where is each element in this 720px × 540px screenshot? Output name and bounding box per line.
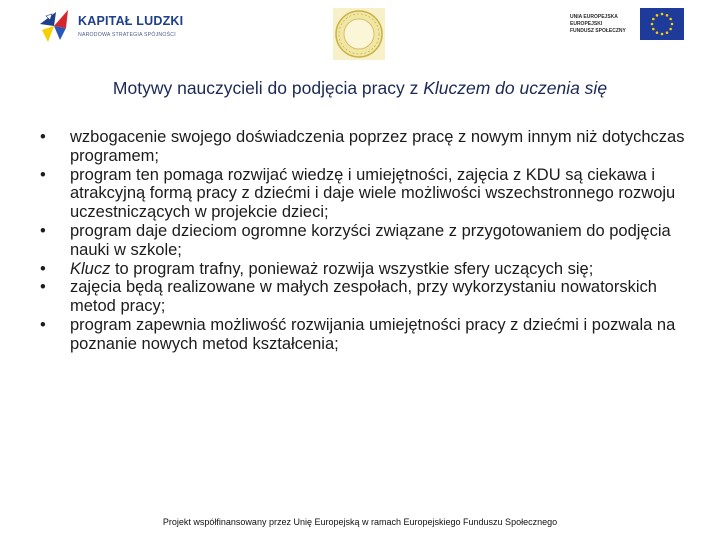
eu-text-line-2: EUROPEJSKI	[570, 21, 603, 27]
list-item	[40, 222, 690, 260]
bullet-icon: •	[40, 221, 46, 240]
eu-star-icon	[652, 18, 655, 21]
eu-text-line-1: UNIA EUROPEJSKA	[570, 14, 618, 20]
list-item	[40, 316, 690, 354]
kapital-ludzki-title: KAPITAŁ LUDZKI	[78, 14, 184, 28]
motives-list	[40, 128, 690, 354]
kapital-ludzki-subtitle: NARODOWA STRATEGIA SPÓJNOŚCI	[78, 32, 176, 38]
bullet-text: program zapewnia możliwość rozwijania umiejętności pracy z dziećmi i pozwala na poznanie nowych metod kształcenia;	[70, 315, 676, 353]
bullet-icon: •	[40, 259, 46, 278]
slide-title-italic: Kluczem do uczenia się	[423, 78, 608, 98]
eu-star-icon	[671, 23, 674, 26]
bullet-icon: •	[40, 165, 46, 184]
eu-logo-block	[568, 8, 688, 44]
kapital-ludzki-emblem-icon	[38, 4, 76, 44]
eu-star-icon	[666, 31, 669, 34]
eu-logo-text	[570, 14, 636, 35]
bullet-text: to program trafny, ponieważ rozwija wszystkie sfery uczących się;	[110, 259, 594, 278]
eu-star-icon	[661, 33, 664, 36]
project-seal-logo	[333, 8, 385, 60]
bullet-text: program ten pomaga rozwijać wiedzę i umiejętności, zajęcia z KDU są ciekawa i atrakcyjną formą pracy z dziećmi i daje wiele możliwości wszechstronnego rozwoju uczestniczących w projekcie dzieci;	[70, 165, 676, 222]
footer-text: Projekt współfinansowany przez Unię Europejską w ramach Europejskiego Funduszu Społecznego	[162, 517, 558, 527]
eu-star-icon	[656, 31, 659, 34]
eu-star-icon	[652, 28, 655, 31]
list-item	[40, 278, 690, 316]
kapital-ludzki-logo	[38, 4, 188, 46]
slide-title-prefix: Motywy nauczycieli do podjęcia pracy z	[112, 78, 424, 98]
list-item	[40, 260, 690, 279]
eu-star-icon	[656, 14, 659, 17]
bullet-text: zajęcia będą realizowane w małych zespołach, przy wykorzystaniu nowatorskich metod pracy;	[70, 278, 657, 316]
bullet-icon: •	[40, 315, 46, 334]
list-item	[40, 166, 690, 222]
bullet-icon: •	[40, 128, 46, 146]
seal-emblem-icon	[333, 8, 385, 60]
eu-star-icon	[669, 18, 672, 21]
eu-star-icon	[666, 14, 669, 17]
eu-flag-icon	[640, 8, 684, 40]
eu-star-icon	[669, 28, 672, 31]
bullet-text: wzbogacenie swojego doświadczenia poprzez pracę z nowym innym niż dotychczas programem;	[70, 128, 685, 165]
bullet-italic-lead: Klucz	[70, 259, 111, 278]
eu-star-icon	[661, 13, 664, 16]
eu-star-icon	[651, 23, 654, 26]
bullet-text: program daje dzieciom ogromne korzyści związane z przygotowaniem do podjęcia nauki w szkole;	[70, 221, 671, 259]
list-item	[40, 128, 690, 166]
slide-title	[0, 78, 720, 99]
bullet-icon: •	[40, 278, 46, 297]
eu-text-line-3: FUNDUSZ SPOŁECZNY	[570, 28, 626, 34]
